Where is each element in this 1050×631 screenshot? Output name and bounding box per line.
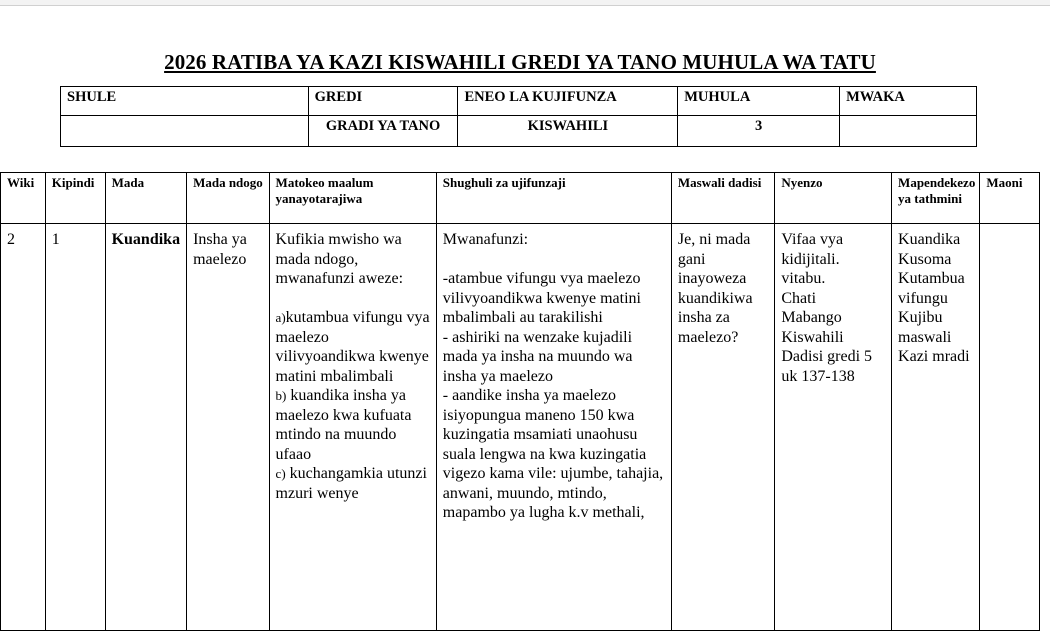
document-title: 2026 RATIBA YA KAZI KISWAHILI GREDI YA TANO MUHULA WA TATU — [164, 50, 876, 74]
matokeo-item-text: kutambua vifungu vya maelezo vilivyoandikwa kwenye matini mbalimbali — [275, 309, 430, 385]
school-value[interactable] — [61, 116, 309, 147]
table-header-row — [1, 173, 1040, 224]
matokeo-item-c — [276, 464, 430, 503]
nyenzo-item: Mabango — [781, 309, 842, 326]
col-header-kipindi: Kipindi — [45, 173, 105, 224]
mapendekezo-item: Kazi mradi — [898, 348, 970, 365]
col-header-nyenzo: Nyenzo — [775, 173, 892, 224]
col-header-wiki: Wiki — [1, 173, 46, 224]
school-info-header-row — [61, 87, 977, 116]
cell-shughuli[interactable] — [436, 224, 671, 631]
col-header-mapendekezo: Mapendekezo ya tathmini — [892, 173, 980, 224]
matokeo-intro: Kufikia mwisho wa mada ndogo, mwanafunzi aweze: — [275, 231, 404, 287]
school-info-table — [60, 86, 977, 147]
mapendekezo-item: Kujibu maswali — [898, 309, 952, 346]
cell-maswali[interactable]: Je, ni mada gani inayoweza kuandikiwa insha za maelezo? — [671, 224, 774, 631]
term-header: MUHULA — [678, 87, 840, 116]
mapendekezo-item: Kutambua vifungu — [898, 270, 965, 307]
col-header-shughuli: Shughuli za ujifunzaji — [436, 173, 671, 224]
learning-area-header: ENEO LA KUJIFUNZA — [458, 87, 678, 116]
school-header: SHULE — [61, 87, 309, 116]
matokeo-item-b — [276, 386, 430, 464]
matokeo-item-text: kuchangamkia utunzi mzuri wenye — [275, 465, 427, 502]
nyenzo-item: Chati — [781, 289, 817, 307]
matokeo-item-text: kuandika insha ya maelezo kwa kufuata mtindo na muundo ufaao — [275, 387, 412, 463]
school-info-value-row — [61, 116, 977, 147]
cell-maoni[interactable] — [980, 224, 1040, 631]
list-marker: c) — [275, 466, 286, 481]
matokeo-item-a — [276, 308, 430, 386]
nyenzo-item: Kiswahili Dadisi gredi 5 uk 137-138 — [781, 328, 873, 385]
top-ruler-bar — [0, 0, 1050, 6]
grade-header: GREDI — [308, 87, 458, 116]
cell-matokeo[interactable] — [269, 224, 436, 631]
col-header-mada: Mada — [105, 173, 186, 224]
col-header-maoni: Maoni — [980, 173, 1040, 224]
shughuli-item: - ashiriki na wenzake kujadili mada ya insha na muundo wa insha ya maelezo — [442, 328, 633, 385]
cell-mapendekezo[interactable] — [892, 224, 980, 631]
cell-nyenzo[interactable] — [775, 224, 892, 631]
col-header-mada-ndogo: Mada ndogo — [187, 173, 269, 224]
list-marker: a) — [275, 310, 286, 325]
nyenzo-item: Vifaa vya kidijitali. — [781, 231, 844, 268]
scheme-of-work-table — [0, 172, 1040, 631]
cell-mada[interactable]: Kuandika — [105, 224, 186, 631]
shughuli-item: -atambue vifungu vya maelezo vilivyoandikwa kwenye matini mbalimbali au tarakilishi — [442, 270, 641, 326]
col-header-matokeo: Matokeo maalum yanayotarajiwa — [269, 173, 436, 224]
grade-value[interactable]: GRADI YA TANO — [308, 116, 458, 147]
learning-area-value[interactable]: KISWAHILI — [458, 116, 678, 147]
col-header-maswali: Maswali dadisi — [671, 173, 774, 224]
term-value[interactable]: 3 — [678, 116, 840, 147]
shughuli-intro: Mwanafunzi: — [442, 231, 529, 248]
cell-wiki[interactable]: 2 — [1, 224, 46, 631]
cell-kipindi[interactable]: 1 — [45, 224, 105, 631]
shughuli-item: - aandike insha ya maelezo isiyopungua maneno 150 kwa kuzingatia msamiati unaohusu suala lengwa na kwa kuzingatia vigezo kama vile: ujumbe, tahajia, anwani, muundo, mtindo, mapambo ya lugha k.v methali, — [442, 387, 664, 521]
table-row — [1, 224, 1040, 631]
year-value[interactable] — [840, 116, 977, 147]
cell-mada-ndogo[interactable]: Insha ya maelezo — [187, 224, 269, 631]
year-header: MWAKA — [840, 87, 977, 116]
list-marker: b) — [275, 388, 287, 403]
mapendekezo-item: Kuandika — [898, 231, 961, 248]
nyenzo-item: vitabu. — [781, 270, 826, 287]
mapendekezo-item: Kusoma — [898, 250, 952, 268]
